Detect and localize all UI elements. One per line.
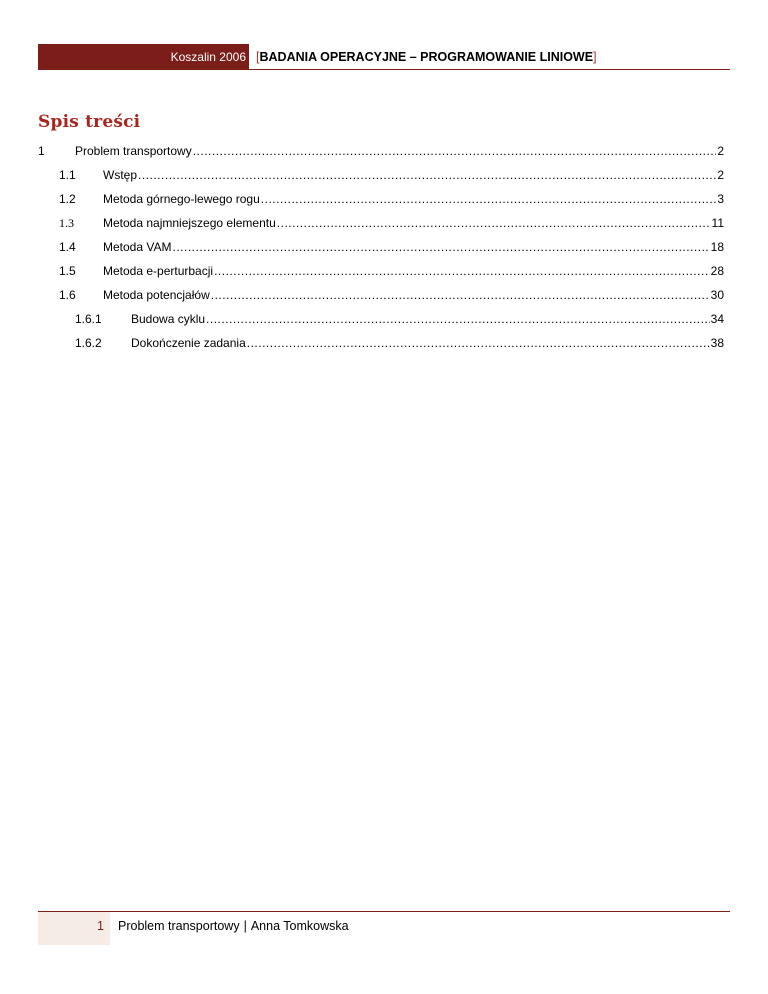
toc-entry-number: 1 [38,144,45,158]
toc-leader [138,167,716,183]
toc-entry-title: Problem transportowy [75,144,192,158]
toc-entry-page: 18 [710,240,724,254]
header-title-text: BADANIA OPERACYJNE – PROGRAMOWANIE LINIOWE [259,50,594,64]
toc-entry-number: 1.4 [59,240,76,254]
toc-entry-title: Metoda e-perturbacji [103,264,214,278]
toc-entry-number: 1.6.1 [75,312,102,326]
toc-entry-title: Metoda VAM [103,240,172,254]
toc-entry-number: 1.2 [59,192,76,206]
toc-entry-title: Dokończenie zadania [131,336,246,350]
toc-entry-page: 28 [710,264,724,278]
toc-leader [214,263,710,279]
toc-entry[interactable] [59,263,724,279]
toc-entry[interactable] [59,287,724,303]
toc-leader [211,287,710,303]
footer-text [110,911,730,945]
toc-entry-page: 3 [717,192,724,206]
header-bracket-open: [ [256,50,260,64]
footer-separator: | [243,919,247,933]
toc-entry-number: 1.5 [59,264,76,278]
toc-entry[interactable] [59,167,724,183]
toc-entry[interactable] [38,143,724,159]
toc-leader [193,143,717,159]
page-footer [38,911,730,945]
footer-author: Anna Tomkowska [250,919,349,933]
header-title [249,44,730,70]
toc-entry-number: 1.3 [59,216,74,230]
toc-entry[interactable] [59,191,724,207]
header-bracket-close: ] [593,50,597,64]
toc-heading: Spis treści [38,112,141,132]
toc-leader [206,311,710,327]
header-location-year: Koszalin 2006 [38,44,249,70]
toc-leader [277,215,711,231]
toc-entry-page: 11 [711,216,724,230]
toc-entry[interactable] [75,311,724,327]
toc-entry-title: Wstęp [103,168,138,182]
footer-page-number: 1 [38,911,110,945]
page-header [38,44,730,70]
toc-entry-number: 1.1 [59,168,76,182]
toc-entry-page: 34 [710,312,724,326]
toc-leader [247,335,710,351]
toc-entry-title: Budowa cyklu [131,312,206,326]
toc-entry[interactable] [59,215,724,231]
toc-entry-page: 38 [710,336,724,350]
toc-entry-number: 1.6.2 [75,336,102,350]
toc-leader [261,191,717,207]
toc-entry-title: Metoda potencjałów [103,288,210,302]
toc-entry-title: Metoda górnego-lewego rogu [103,192,260,206]
toc-entry-title: Metoda najmniejszego elementu [103,216,276,230]
toc-entry-page: 2 [717,168,724,182]
toc-leader [172,239,709,255]
toc-entry[interactable] [75,335,724,351]
toc-entry-number: 1.6 [59,288,76,302]
toc-entry-page: 2 [717,144,724,158]
toc-entry-page: 30 [710,288,724,302]
footer-document: Problem transportowy [118,919,240,933]
toc-entry[interactable] [59,239,724,255]
